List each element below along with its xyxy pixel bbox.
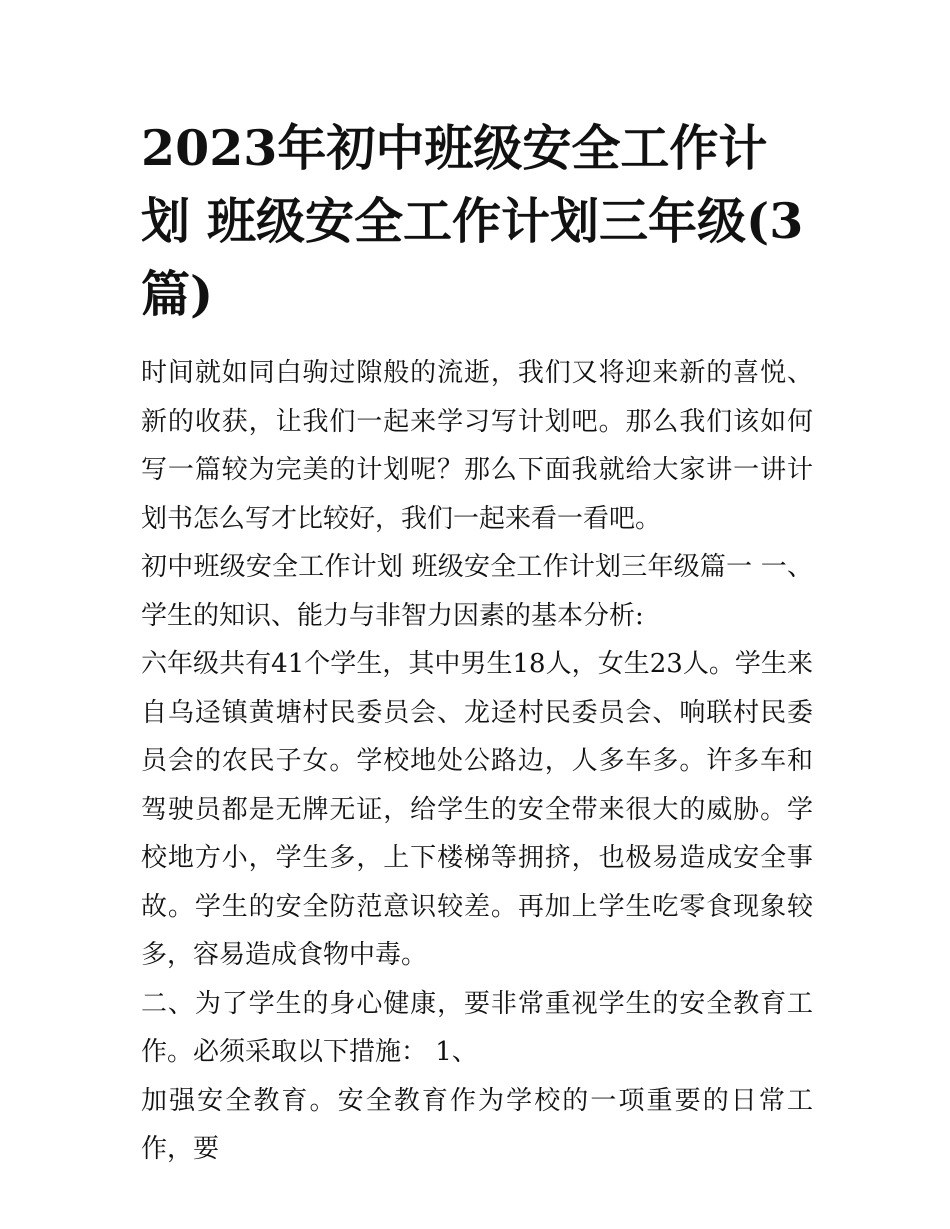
document-title: 2023年初中班级安全工作计划 班级安全工作计划三年级(3篇) bbox=[141, 119, 804, 323]
paragraph-measures-heading: 二、为了学生的身心健康，要非常重视学生的安全教育工作。必须采取以下措施： 1、 bbox=[141, 988, 813, 1067]
paragraph-intro: 时间就如同白驹过隙般的流逝，我们又将迎来新的喜悦、新的收获，让我们一起来学习写计划吧。那么我们该如何写一篇较为完美的计划呢？那么下面我就给大家讲一讲计划书怎么写才比较好，我们一起来看一看吧。 bbox=[141, 358, 813, 534]
paragraph-section-heading: 初中班级安全工作计划 班级安全工作计划三年级篇一 一、学生的知识、能力与非智力因素的基本分析: bbox=[141, 552, 813, 631]
document-body bbox=[141, 349, 813, 1174]
paragraph-safety-education: 加强安全教育。安全教育作为学校的一项重要的日常工作，要 bbox=[141, 1085, 813, 1164]
document-page bbox=[141, 112, 813, 1174]
paragraph-student-analysis: 六年级共有41个学生，其中男生18人，女生23人。学生来自乌迳镇黄塘村民委员会、龙迳村民委员会、响联村民委员会的农民子女。学校地处公路边，人多车多。许多车和驾驶员都是无牌无证，给学生的安全带来很大的威胁。学校地方小，学生多，上下楼梯等拥挤，也极易造成安全事故。学生的安全防范意识较差。再加上学生吃零食现象较多，容易造成食物中毒。 bbox=[141, 649, 813, 970]
